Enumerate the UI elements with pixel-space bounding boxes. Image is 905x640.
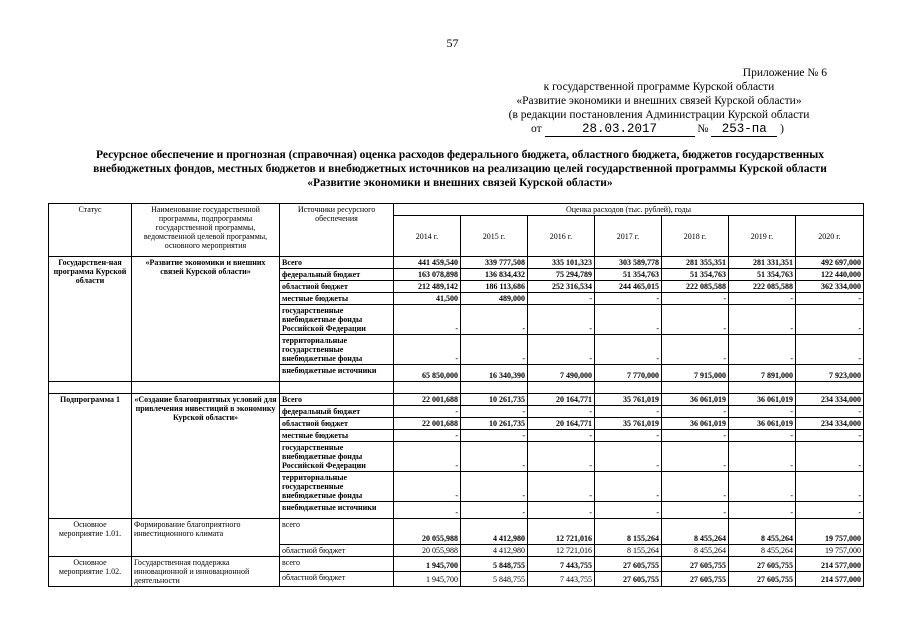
value-cell: -: [595, 502, 662, 519]
number-label: №: [697, 123, 709, 135]
header-name: Наименование государственной программы, подпрограммы государственной программы, ведомственной целевой программы, основного мероприятия: [132, 204, 280, 257]
value-cell: -: [729, 472, 796, 502]
spacer-cell: [132, 382, 280, 394]
value-cell: -: [662, 442, 729, 472]
program-name-cell: «Создание благоприятных условий для привлечения инвестиций в экономику Курской области»: [132, 394, 280, 519]
value-cell: -: [461, 335, 528, 365]
source-cell: областной бюджет: [280, 281, 394, 293]
appendix-line-4: (в редакции постановления Администрации Курской области: [508, 109, 810, 121]
appendix-line-2: к государственной программе Курской области: [543, 81, 775, 93]
handwritten-date: 28.03.2017: [545, 122, 695, 137]
document-title: Ресурсное обеспечение и прогнозная (справочная) оценка расходов федерального бюджета, областного бюджета, бюджетов государственных внебюджетных фондов, местных бюджетов и внебюджетных источников на реализацию целей государственной программы Курской области «Развитие экономики и внешних связей Курской области»: [93, 149, 827, 189]
value-cell: 27 605,755: [662, 572, 729, 587]
value-cell: 12 721,016: [528, 545, 595, 557]
value-cell: -: [528, 406, 595, 418]
value-cell: 22 001,688: [394, 418, 461, 430]
source-cell: всего: [280, 519, 394, 545]
value-cell: -: [662, 502, 729, 519]
value-cell: 136 834,432: [461, 269, 528, 281]
source-cell: федеральный бюджет: [280, 269, 394, 281]
source-cell: Всего: [280, 257, 394, 269]
value-cell: 10 261,735: [461, 394, 528, 406]
value-cell: -: [729, 442, 796, 472]
value-cell: 214 577,000: [796, 557, 864, 572]
value-cell: -: [796, 293, 864, 305]
value-cell: 281 355,351: [662, 257, 729, 269]
value-cell: -: [394, 305, 461, 335]
value-cell: -: [528, 430, 595, 442]
source-cell: государственные внебюджетные фонды Российской Федерации: [280, 305, 394, 335]
value-cell: 7 891,000: [729, 365, 796, 382]
value-cell: 8 155,264: [595, 519, 662, 545]
value-cell: 41,500: [394, 293, 461, 305]
source-cell: областной бюджет: [280, 418, 394, 430]
value-cell: -: [528, 305, 595, 335]
value-cell: 65 850,000: [394, 365, 461, 382]
value-cell: -: [394, 502, 461, 519]
value-cell: -: [729, 430, 796, 442]
value-cell: 4 412,980: [461, 545, 528, 557]
source-cell: Всего: [280, 394, 394, 406]
appendix-line-1: Приложение № 6: [742, 67, 827, 79]
value-cell: 8 455,264: [662, 545, 729, 557]
program-name-cell: Формирование благоприятного инвестиционного климата: [132, 519, 280, 557]
table-row: [49, 394, 864, 406]
value-cell: -: [595, 406, 662, 418]
value-cell: -: [662, 305, 729, 335]
source-cell: областной бюджет: [280, 545, 394, 557]
value-cell: -: [729, 305, 796, 335]
value-cell: 36 061,019: [729, 418, 796, 430]
value-cell: -: [461, 442, 528, 472]
value-cell: 20 164,771: [528, 418, 595, 430]
value-cell: 492 697,000: [796, 257, 864, 269]
value-cell: -: [394, 472, 461, 502]
value-cell: 10 261,735: [461, 418, 528, 430]
value-cell: 7 443,755: [528, 557, 595, 572]
value-cell: 234 334,000: [796, 418, 864, 430]
value-cell: 1 945,700: [394, 572, 461, 587]
value-cell: -: [729, 293, 796, 305]
value-cell: 8 455,264: [729, 519, 796, 545]
value-cell: -: [796, 442, 864, 472]
value-cell: 252 316,534: [528, 281, 595, 293]
spacer-cell: [729, 382, 796, 394]
value-cell: -: [729, 335, 796, 365]
value-cell: 122 440,000: [796, 269, 864, 281]
header-year: 2015 г.: [461, 216, 528, 257]
value-cell: 20 055,988: [394, 519, 461, 545]
table-row: [49, 257, 864, 269]
spacer-cell: [394, 382, 461, 394]
value-cell: -: [528, 502, 595, 519]
value-cell: 19 757,000: [796, 545, 864, 557]
value-cell: -: [796, 406, 864, 418]
value-cell: 27 605,755: [595, 557, 662, 572]
value-cell: 281 331,351: [729, 257, 796, 269]
header-year: 2017 г.: [595, 216, 662, 257]
value-cell: 214 577,000: [796, 572, 864, 587]
value-cell: 7 923,000: [796, 365, 864, 382]
spacer-cell: [595, 382, 662, 394]
source-cell: местные бюджеты: [280, 430, 394, 442]
status-cell: Основное мероприятие 1.02.: [49, 557, 132, 587]
value-cell: 27 605,755: [729, 572, 796, 587]
value-cell: -: [595, 293, 662, 305]
value-cell: -: [662, 335, 729, 365]
value-cell: 35 761,019: [595, 394, 662, 406]
header-sources: Источники ресурсного обеспечения: [280, 204, 394, 257]
status-cell: Подпрограмма 1: [49, 394, 132, 519]
handwritten-number: 253-па: [711, 122, 777, 137]
source-cell: всего: [280, 557, 394, 572]
value-cell: 362 334,000: [796, 281, 864, 293]
table-row: [49, 519, 864, 545]
value-cell: -: [595, 430, 662, 442]
value-cell: -: [662, 406, 729, 418]
source-cell: территориальные государственные внебюджетные фонды: [280, 472, 394, 502]
value-cell: -: [528, 335, 595, 365]
value-cell: 244 465,015: [595, 281, 662, 293]
value-cell: -: [461, 430, 528, 442]
appendix-date-line: [479, 122, 839, 137]
value-cell: 7 770,000: [595, 365, 662, 382]
value-cell: 8 455,264: [662, 519, 729, 545]
value-cell: 51 354,763: [662, 269, 729, 281]
value-cell: 12 721,016: [528, 519, 595, 545]
spacer-cell: [461, 382, 528, 394]
spacer-cell: [796, 382, 864, 394]
header-year: 2014 г.: [394, 216, 461, 257]
value-cell: -: [461, 406, 528, 418]
program-name-cell: «Развитие экономики и внешних связей Курской области»: [132, 257, 280, 382]
appendix-header: [479, 66, 839, 137]
value-cell: -: [595, 305, 662, 335]
value-cell: -: [662, 293, 729, 305]
value-cell: 212 489,142: [394, 281, 461, 293]
value-cell: -: [796, 472, 864, 502]
header-year: 2018 г.: [662, 216, 729, 257]
value-cell: -: [729, 406, 796, 418]
value-cell: -: [528, 472, 595, 502]
value-cell: 20 055,988: [394, 545, 461, 557]
value-cell: -: [595, 442, 662, 472]
source-cell: территориальные государственные внебюджетные фонды: [280, 335, 394, 365]
value-cell: -: [595, 472, 662, 502]
value-cell: 234 334,000: [796, 394, 864, 406]
value-cell: 16 340,390: [461, 365, 528, 382]
value-cell: 5 848,755: [461, 572, 528, 587]
value-cell: 36 061,019: [662, 418, 729, 430]
value-cell: 8 455,264: [729, 545, 796, 557]
value-cell: -: [394, 335, 461, 365]
table-row: [49, 557, 864, 572]
source-cell: федеральный бюджет: [280, 406, 394, 418]
value-cell: -: [394, 406, 461, 418]
value-cell: 222 085,588: [662, 281, 729, 293]
value-cell: 303 589,778: [595, 257, 662, 269]
program-name-cell: Государственная поддержка инновационной и инновационной деятельности: [132, 557, 280, 587]
status-cell: Государствен-ная программа Курской области: [49, 257, 132, 382]
appendix-line-3: «Развитие экономики и внешних связей Курской области»: [516, 95, 802, 107]
closing-paren: ): [780, 123, 784, 135]
source-cell: областной бюджет: [280, 572, 394, 587]
spacer-cell: [662, 382, 729, 394]
value-cell: 27 605,755: [729, 557, 796, 572]
spacer-cell: [49, 382, 132, 394]
value-cell: -: [595, 335, 662, 365]
value-cell: 27 605,755: [662, 557, 729, 572]
header-year: 2016 г.: [528, 216, 595, 257]
from-label: от: [531, 123, 542, 135]
header-status: Статус: [49, 204, 132, 257]
table-spacer: [49, 382, 864, 394]
source-cell: внебюджетные источники: [280, 502, 394, 519]
value-cell: -: [528, 293, 595, 305]
value-cell: -: [461, 472, 528, 502]
spacer-cell: [528, 382, 595, 394]
value-cell: 5 848,755: [461, 557, 528, 572]
value-cell: -: [461, 305, 528, 335]
value-cell: 22 001,688: [394, 394, 461, 406]
value-cell: 163 078,898: [394, 269, 461, 281]
value-cell: 335 101,323: [528, 257, 595, 269]
value-cell: -: [394, 430, 461, 442]
status-cell: Основное мероприятие 1.01.: [49, 519, 132, 557]
value-cell: -: [796, 305, 864, 335]
value-cell: 4 412,980: [461, 519, 528, 545]
source-cell: местные бюджеты: [280, 293, 394, 305]
value-cell: 19 757,000: [796, 519, 864, 545]
value-cell: 7 443,755: [528, 572, 595, 587]
value-cell: 441 459,540: [394, 257, 461, 269]
value-cell: -: [394, 442, 461, 472]
spacer-cell: [280, 382, 394, 394]
value-cell: -: [662, 472, 729, 502]
source-cell: внебюджетные источники: [280, 365, 394, 382]
value-cell: 7 490,000: [528, 365, 595, 382]
value-cell: -: [796, 502, 864, 519]
value-cell: 36 061,019: [662, 394, 729, 406]
value-cell: 222 085,588: [729, 281, 796, 293]
value-cell: 8 155,264: [595, 545, 662, 557]
value-cell: 51 354,763: [595, 269, 662, 281]
value-cell: -: [729, 502, 796, 519]
source-cell: государственные внебюджетные фонды Российской Федерации: [280, 442, 394, 472]
value-cell: -: [461, 502, 528, 519]
value-cell: -: [662, 430, 729, 442]
header-year: 2020 г.: [796, 216, 864, 257]
page-number: 57: [446, 36, 459, 50]
resource-table: [48, 203, 864, 587]
value-cell: -: [796, 335, 864, 365]
value-cell: 75 294,789: [528, 269, 595, 281]
value-cell: 186 113,686: [461, 281, 528, 293]
value-cell: -: [796, 430, 864, 442]
value-cell: 20 164,771: [528, 394, 595, 406]
value-cell: 489,000: [461, 293, 528, 305]
value-cell: 339 777,508: [461, 257, 528, 269]
value-cell: -: [528, 442, 595, 472]
value-cell: 35 761,019: [595, 418, 662, 430]
value-cell: 27 605,755: [595, 572, 662, 587]
value-cell: 1 945,700: [394, 557, 461, 572]
value-cell: 36 061,019: [729, 394, 796, 406]
value-cell: 51 354,763: [729, 269, 796, 281]
header-estimate: Оценка расходов (тыс. рублей), годы: [394, 204, 864, 216]
value-cell: 7 915,000: [662, 365, 729, 382]
header-year: 2019 г.: [729, 216, 796, 257]
